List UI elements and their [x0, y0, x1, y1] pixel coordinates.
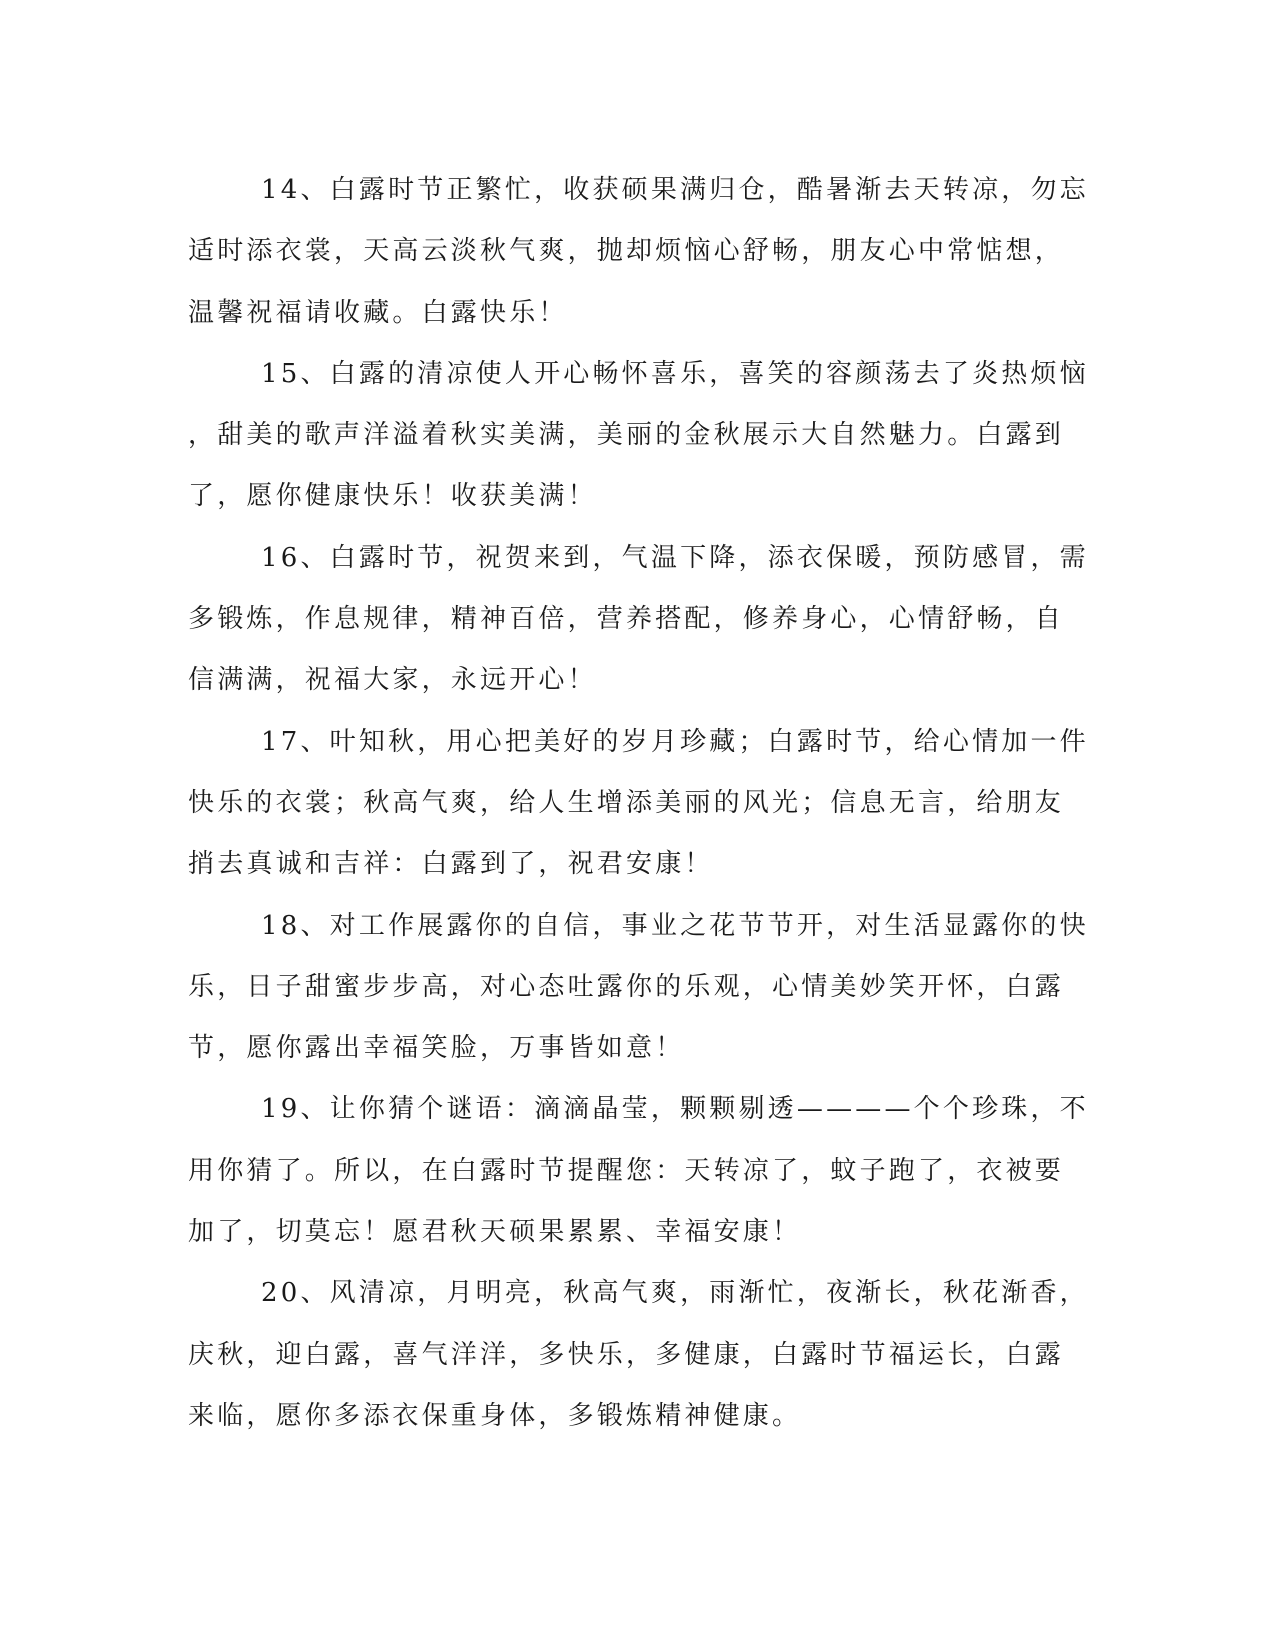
paragraph-line: ，甜美的歌声洋溢着秋实美满，美丽的金秋展示大自然魅力。白露到 — [188, 420, 1065, 451]
paragraph-line: 17、叶知秋，用心把美好的岁月珍藏；白露时节，给心情加一件 — [261, 726, 1089, 757]
paragraph-19 — [188, 1079, 1089, 1263]
paragraph-line: 用你猜了。所以，在白露时节提醒您：天转凉了，蚊子跑了，衣被要 — [188, 1155, 1065, 1186]
paragraph-line: 来临，愿你多添衣保重身体，多锻炼精神健康。 — [188, 1400, 802, 1431]
paragraph-16 — [188, 528, 1089, 712]
paragraph-line: 加了，切莫忘！愿君秋天硕果累累、幸福安康！ — [188, 1217, 802, 1248]
paragraph-17 — [188, 712, 1089, 896]
paragraph-line: 20、风清凉，月明亮，秋高气爽，雨渐忙，夜渐长，秋花渐香， — [261, 1278, 1089, 1309]
paragraph-line: 15、白露的清凉使人开心畅怀喜乐，喜笑的容颜荡去了炎热烦恼 — [261, 358, 1089, 389]
paragraph-14 — [188, 160, 1089, 344]
paragraph-line: 信满满，祝福大家，永远开心！ — [188, 665, 597, 696]
paragraph-line: 14、白露时节正繁忙，收获硕果满归仓，酷暑渐去天转凉，勿忘 — [261, 175, 1089, 205]
paragraph-line: 捎去真诚和吉祥：白露到了，祝君安康！ — [188, 849, 714, 880]
paragraph-15 — [188, 344, 1089, 528]
paragraph-line: 19、让你猜个谜语：滴滴晶莹，颗颗剔透————个个珍珠，不 — [261, 1094, 1089, 1125]
paragraph-line: 18、对工作展露你的自信，事业之花节节开，对生活显露你的快 — [261, 910, 1089, 941]
paragraph-20 — [188, 1263, 1089, 1447]
paragraph-line: 适时添衣裳，天高云淡秋气爽，抛却烦恼心舒畅，朋友心中常惦想， — [188, 236, 1065, 267]
paragraph-line: 多锻炼，作息规律，精神百倍，营养搭配，修养身心，心情舒畅，自 — [188, 604, 1065, 635]
document-body — [188, 160, 1089, 1447]
paragraph-line: 16、白露时节，祝贺来到，气温下降，添衣保暖，预防感冒，需 — [261, 542, 1089, 573]
paragraph-line: 快乐的衣裳；秋高气爽，给人生增添美丽的风光；信息无言，给朋友 — [188, 787, 1065, 818]
paragraph-18 — [188, 896, 1089, 1080]
paragraph-line: 温馨祝福请收藏。白露快乐！ — [188, 297, 568, 328]
paragraph-line: 庆秋，迎白露，喜气洋洋，多快乐，多健康，白露时节福运长，白露 — [188, 1339, 1065, 1370]
paragraph-line: 了，愿你健康快乐！收获美满！ — [188, 481, 597, 512]
paragraph-line: 乐，日子甜蜜步步高，对心态吐露你的乐观，心情美妙笑开怀，白露 — [188, 971, 1065, 1002]
paragraph-line: 节，愿你露出幸福笑脸，万事皆如意！ — [188, 1033, 685, 1064]
